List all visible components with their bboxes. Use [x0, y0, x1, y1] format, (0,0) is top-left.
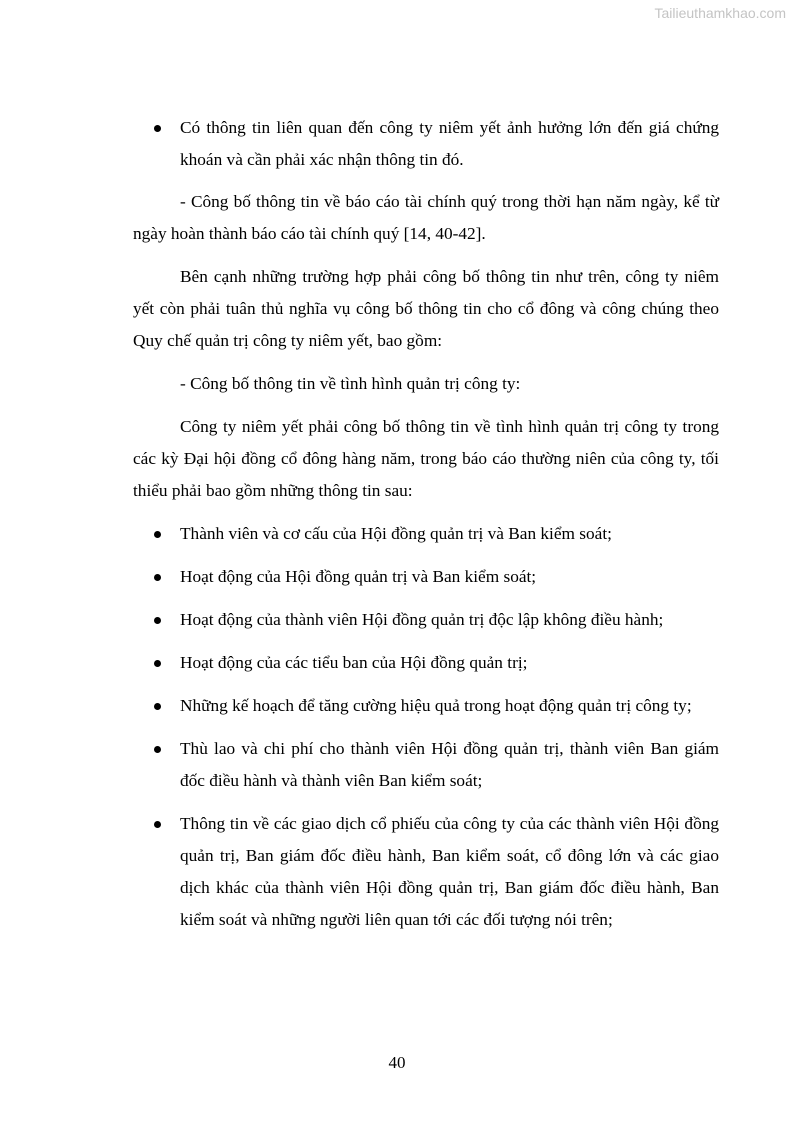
watermark: Tailieuthamkhao.com: [654, 5, 786, 21]
list-item: [133, 518, 719, 550]
paragraph: - Công bố thông tin về tình hình quản trị công ty:: [180, 374, 521, 393]
list-item: [133, 647, 719, 679]
list-item-text: Thù lao và chi phí cho thành viên Hội đồng quản trị, thành viên Ban giám đốc điều hành và thành viên Ban kiểm soát;: [180, 739, 719, 790]
bullet-icon: [154, 125, 161, 132]
list-item-text: Hoạt động của các tiểu ban của Hội đồng quản trị;: [180, 653, 528, 672]
paragraph: Công ty niêm yết phải công bố thông tin về tình hình quản trị công ty trong các kỳ Đại hội đồng cổ đông hàng năm, trong báo cáo thường niên của công ty, tối thiểu phải bao gồm những thông tin sau:: [133, 417, 719, 500]
document-body: [133, 112, 719, 936]
list-item: [133, 112, 719, 176]
bullet-icon: [154, 660, 161, 667]
list-item: [133, 690, 719, 722]
paragraph: - Công bố thông tin về báo cáo tài chính quý trong thời hạn năm ngày, kể từ ngày hoàn thành báo cáo tài chính quý [14, 40-42].: [133, 192, 719, 243]
bullet-icon: [154, 821, 161, 828]
list-item-text: Những kế hoạch để tăng cường hiệu quả trong hoạt động quản trị công ty;: [180, 696, 692, 715]
paragraph: Bên cạnh những trường hợp phải công bố thông tin như trên, công ty niêm yết còn phải tuân thủ nghĩa vụ công bố thông tin cho cổ đông và công chúng theo Quy chế quản trị công ty niêm yết, bao gồm:: [133, 267, 719, 350]
list-item: [133, 604, 719, 636]
list-item-text: Thông tin về các giao dịch cổ phiếu của công ty của các thành viên Hội đồng quản trị, Ban giám đốc điều hành, Ban kiểm soát, cổ đông lớn và các giao dịch khác của thành viên Hội đồng quản trị, Ban giám đốc điều hành, Ban kiểm soát và những người liên quan tới các đối tượng nói trên;: [180, 814, 719, 929]
list-item-text: Hoạt động của thành viên Hội đồng quản trị độc lập không điều hành;: [180, 610, 664, 629]
bullet-icon: [154, 531, 161, 538]
list-item-text: Có thông tin liên quan đến công ty niêm yết ảnh hưởng lớn đến giá chứng khoán và cần phải xác nhận thông tin đó.: [180, 118, 719, 169]
bullet-icon: [154, 703, 161, 710]
bullet-icon: [154, 574, 161, 581]
bullet-icon: [154, 617, 161, 624]
list-item: [133, 808, 719, 936]
list-item-text: Thành viên và cơ cấu của Hội đồng quản trị và Ban kiểm soát;: [180, 524, 612, 543]
page-number: 40: [388, 1053, 406, 1072]
list-item-text: Hoạt động của Hội đồng quản trị và Ban kiểm soát;: [180, 567, 537, 586]
list-item: [133, 733, 719, 797]
list-item: [133, 561, 719, 593]
bullet-icon: [154, 746, 161, 753]
